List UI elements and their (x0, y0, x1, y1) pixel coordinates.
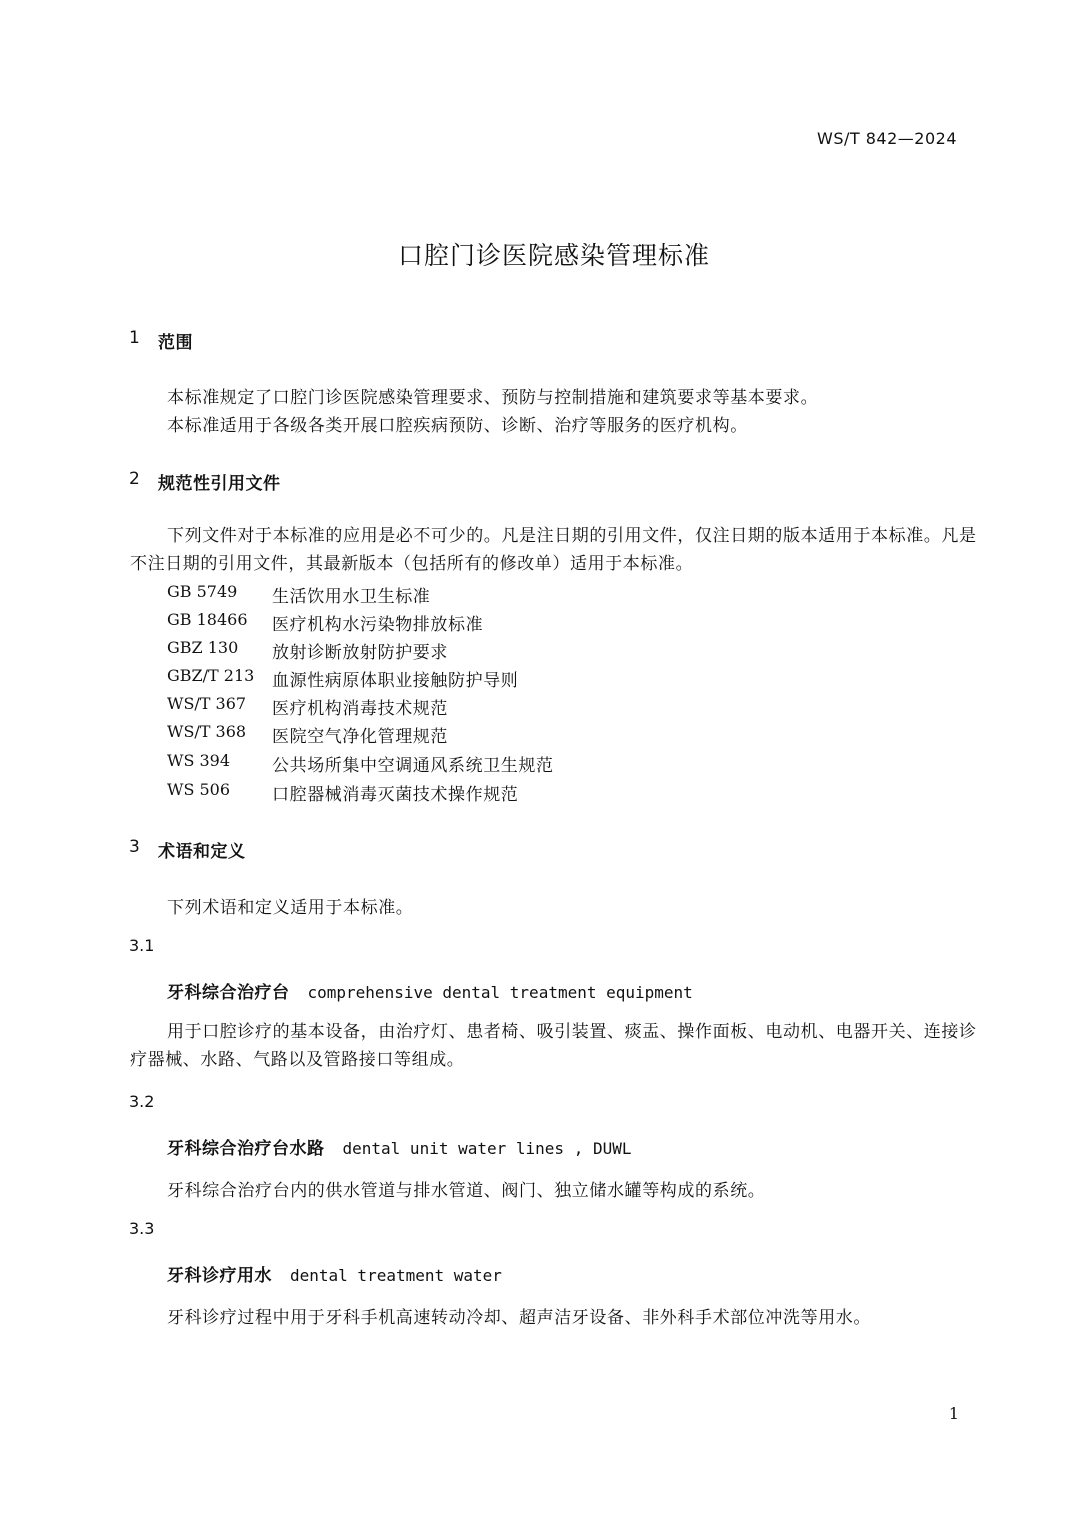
term-chinese-name: 牙科综合治疗台水路 (167, 1139, 325, 1159)
reference-name: 医疗机构消毒技术规范 (272, 699, 448, 719)
term-english-name: dental unit water lines , DUWL (342, 1139, 632, 1158)
section-2-title: 规范性引用文件 (158, 474, 281, 494)
reference-code: GBZ/T 213 (167, 666, 255, 685)
section-1-paragraph: 本标准适用于各级各类开展口腔疾病预防、诊断、治疗等服务的医疗机构。 (167, 416, 748, 436)
term-heading (167, 1134, 631, 1159)
term-heading (167, 978, 693, 1003)
term-english-name: dental treatment water (290, 1266, 502, 1285)
section-3-paragraph: 下列术语和定义适用于本标准。 (167, 898, 414, 918)
reference-code: GBZ 130 (167, 638, 239, 657)
reference-name: 生活饮用水卫生标准 (272, 587, 431, 607)
reference-code: GB 5749 (167, 582, 238, 601)
section-1-title: 范围 (158, 333, 193, 353)
term-definition: 用于口腔诊疗的基本设备，由治疗灯、患者椅、吸引装置、痰盂、操作面板、电动机、电器开关、连接诊疗器械、水路、气路以及管路接口等组成。 (130, 1022, 977, 1070)
section-2-number: 2 (129, 469, 140, 489)
reference-name: 血源性病原体职业接触防护导则 (272, 671, 519, 691)
reference-name: 口腔器械消毒灭菌技术操作规范 (272, 785, 519, 805)
term-number: 3.3 (129, 1219, 155, 1238)
reference-code: WS 506 (167, 780, 231, 799)
term-heading (167, 1261, 502, 1286)
reference-code: GB 18466 (167, 610, 248, 629)
term-chinese-name: 牙科诊疗用水 (167, 1266, 272, 1286)
reference-code: WS/T 368 (167, 722, 247, 741)
reference-code: WS 394 (167, 751, 231, 770)
reference-name: 放射诊断放射防护要求 (272, 643, 448, 663)
term-english-name: comprehensive dental treatment equipment (307, 983, 693, 1002)
term-chinese-name: 牙科综合治疗台 (167, 983, 290, 1003)
standard-code: WS/T 842—2024 (817, 129, 957, 148)
term-definition: 牙科综合治疗台内的供水管道与排水管道、阀门、独立储水罐等构成的系统。 (167, 1181, 766, 1201)
reference-name: 医院空气净化管理规范 (272, 727, 448, 747)
reference-code: WS/T 367 (167, 694, 247, 713)
document-title: 口腔门诊医院感染管理标准 (397, 241, 710, 270)
section-2-paragraph: 下列文件对于本标准的应用是必不可少的。凡是注日期的引用文件，仅注日期的版本适用于本标准。凡是不注日期的引用文件，其最新版本（包括所有的修改单）适用于本标准。 (130, 526, 977, 574)
reference-name: 医疗机构水污染物排放标准 (272, 615, 484, 635)
term-number: 3.2 (129, 1092, 155, 1111)
section-1-paragraph: 本标准规定了口腔门诊医院感染管理要求、预防与控制措施和建筑要求等基本要求。 (167, 388, 819, 408)
section-3-number: 3 (129, 837, 140, 857)
reference-name: 公共场所集中空调通风系统卫生规范 (272, 756, 554, 776)
page-number: 1 (948, 1404, 959, 1423)
section-3-title: 术语和定义 (158, 842, 246, 862)
term-number: 3.1 (129, 936, 155, 955)
section-1-number: 1 (129, 328, 140, 348)
term-definition: 牙科诊疗过程中用于牙科手机高速转动冷却、超声洁牙设备、非外科手术部位冲洗等用水。 (167, 1308, 871, 1328)
